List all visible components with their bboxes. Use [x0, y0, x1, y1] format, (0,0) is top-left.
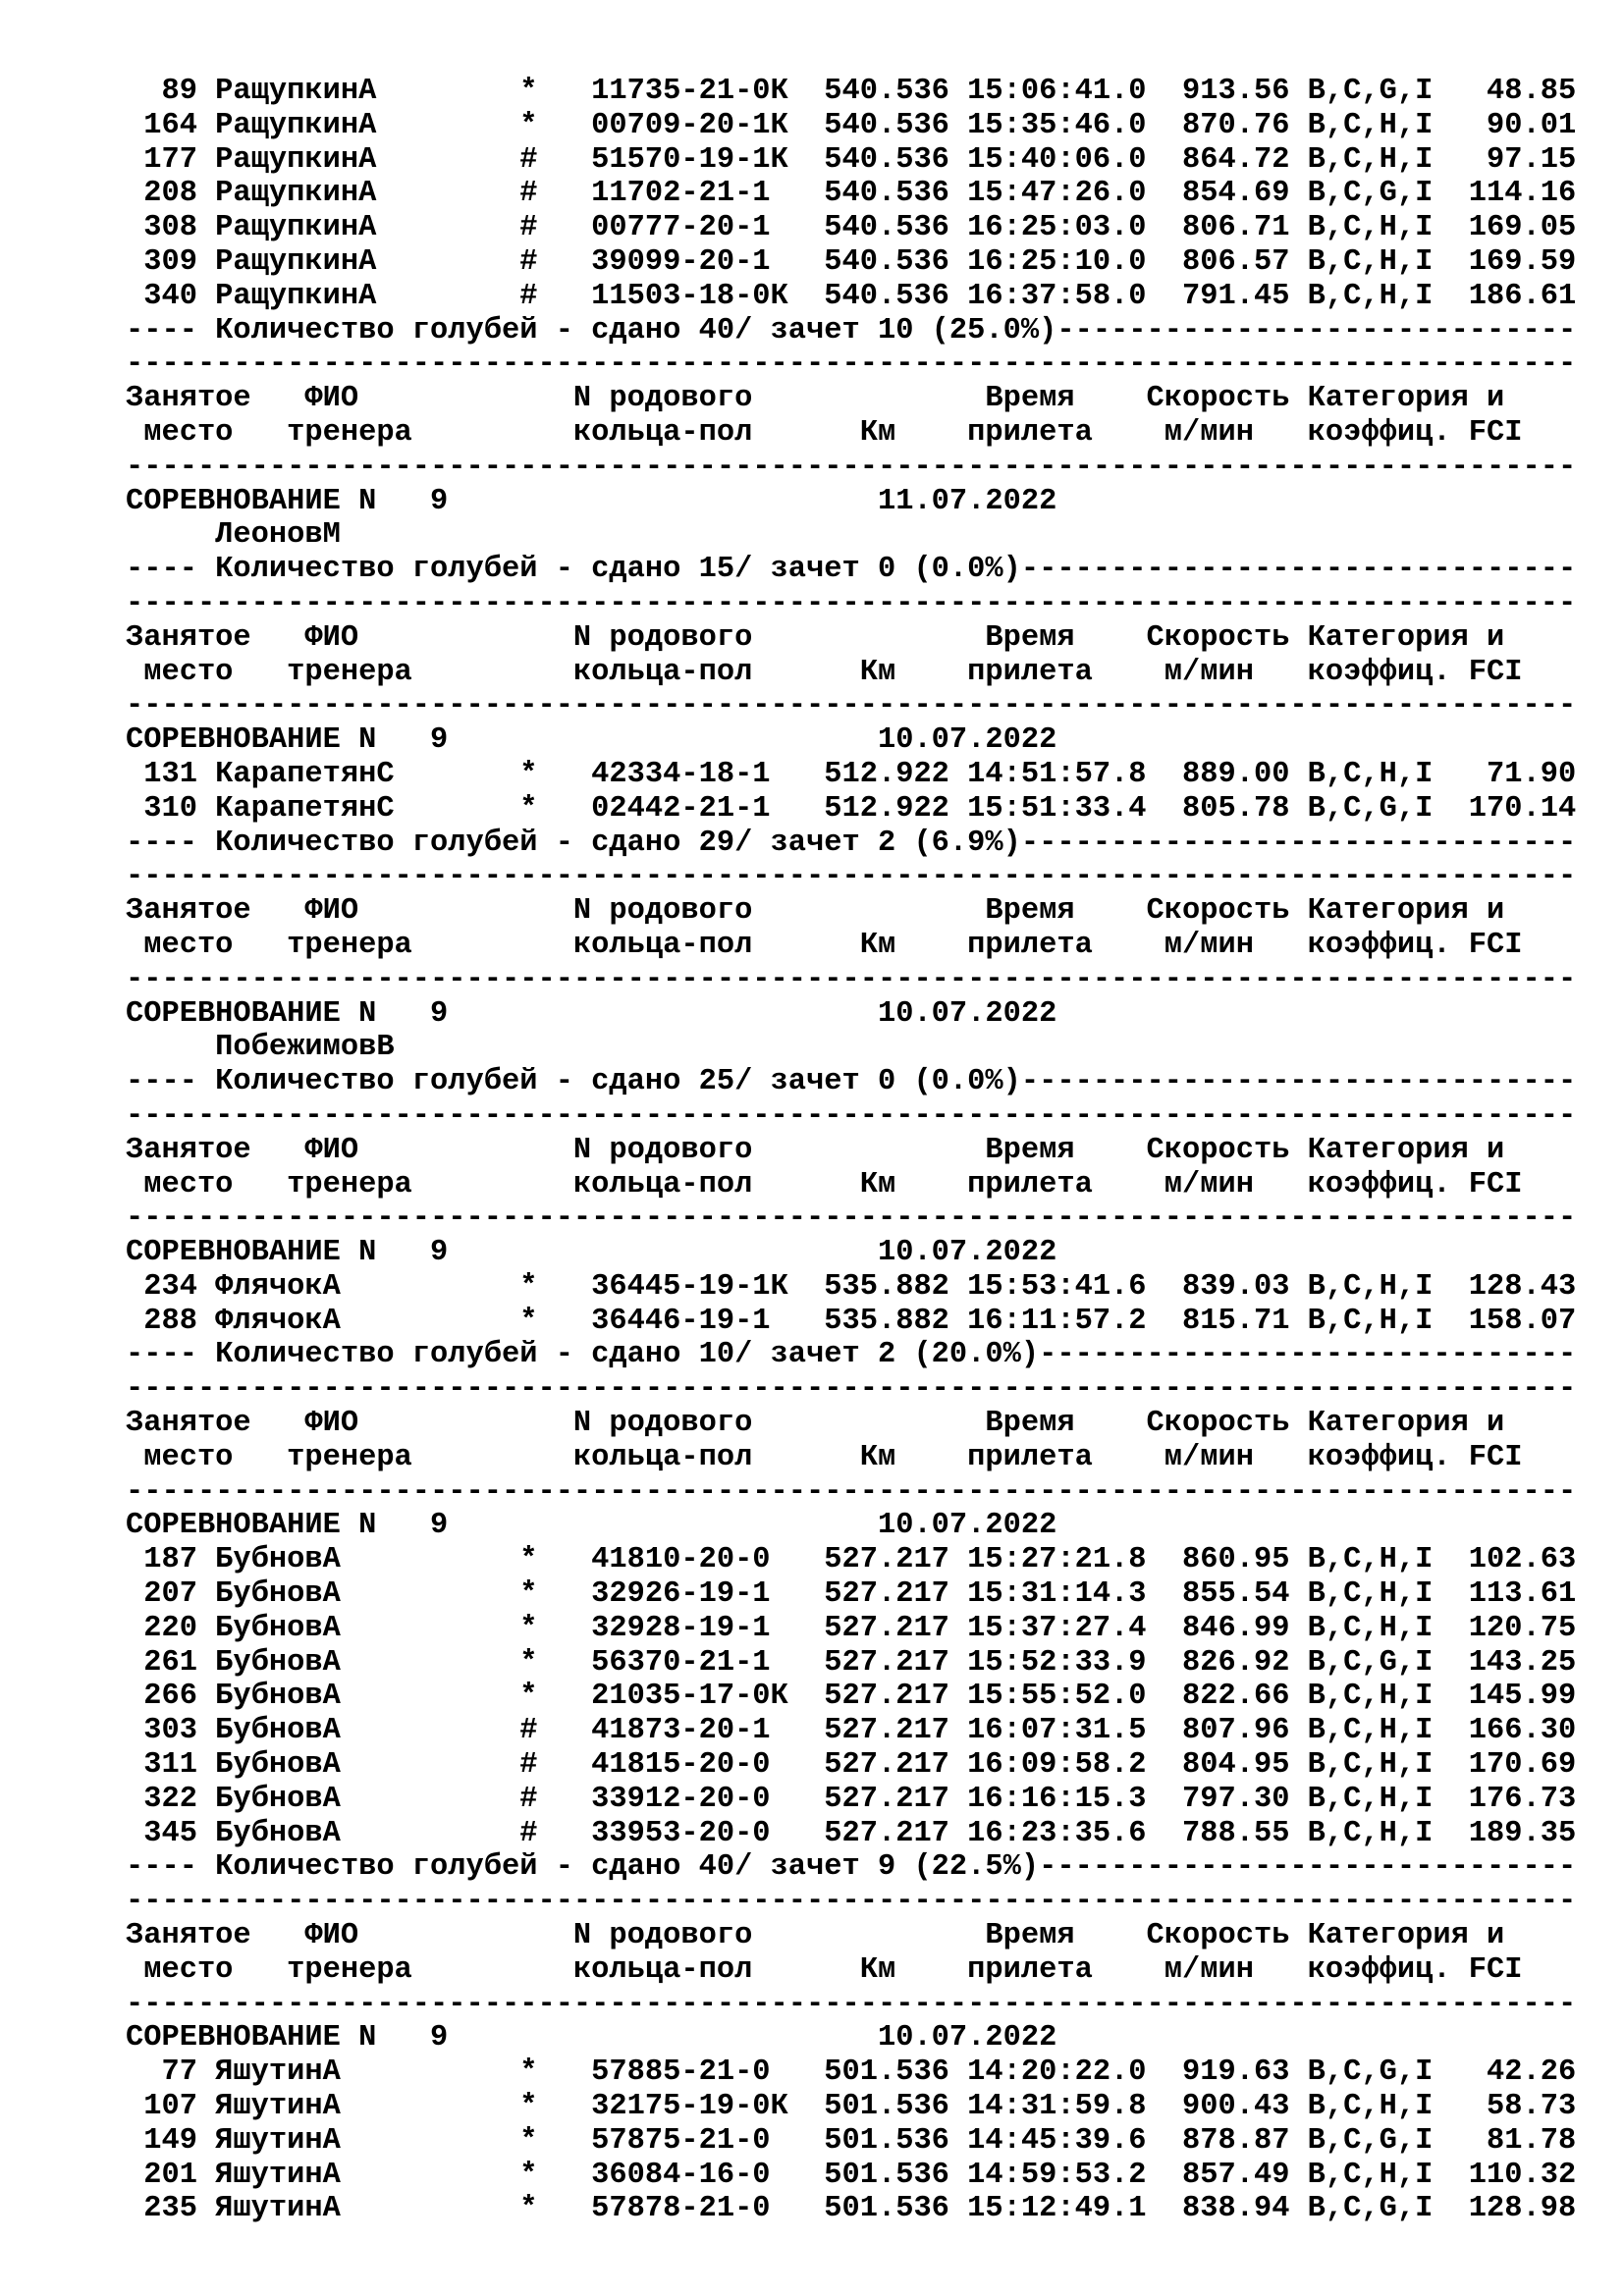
competition-heading: СОРЕВНОВАНИЕ N 9 10.07.2022	[126, 1236, 1057, 1270]
column-header-row-2: место тренера кольца-пол Км прилета м/мин коэффиц. FCI	[126, 1167, 1523, 1201]
trainer-name: ЛеоновМ	[126, 518, 341, 553]
result-row: 149 ЯшутинА * 57875-21-0 501.536 14:45:39.6 878.87 B,C,G,I 81.78	[126, 2123, 1577, 2158]
result-row: 187 БубновА * 41810-20-0 527.217 15:27:21.8 860.95 B,C,H,I 102.63	[126, 1543, 1577, 1577]
separator-line: ---------------------------------------------------------------------------------	[126, 586, 1577, 620]
pigeon-count-summary: ---- Количество голубей - сдано 15/ зачет 0 (0.0%)-------------------------------	[126, 553, 1577, 587]
separator-line: ---------------------------------------------------------------------------------	[126, 1474, 1577, 1509]
separator-line: ---------------------------------------------------------------------------------	[126, 1372, 1577, 1407]
separator-line: ---------------------------------------------------------------------------------	[126, 689, 1577, 723]
pigeon-count-summary: ---- Количество голубей - сдано 25/ зачет 0 (0.0%)-------------------------------	[126, 1065, 1577, 1099]
result-row: 164 РащупкинА * 00709-20-1К 540.536 15:35:46.0 870.76 B,C,H,I 90.01	[126, 108, 1577, 142]
result-row: 309 РащупкинА # 39099-20-1 540.536 16:25:10.0 806.57 B,C,H,I 169.59	[126, 244, 1577, 279]
column-header-row-2: место тренера кольца-пол Км прилета м/мин коэффиц. FCI	[126, 928, 1523, 962]
result-row: 177 РащупкинА # 51570-19-1К 540.536 15:40:06.0 864.72 B,C,H,I 97.15	[126, 142, 1577, 177]
pigeon-count-summary: ---- Количество голубей - сдано 40/ зачет 9 (22.5%)------------------------------	[126, 1850, 1577, 1885]
trainer-name: ПобежимовВ	[126, 1031, 395, 1065]
result-row: 288 ФлячокА * 36446-19-1 535.882 16:11:57.2 815.71 B,C,H,I 158.07	[126, 1304, 1577, 1338]
separator-line: ---------------------------------------------------------------------------------	[126, 347, 1577, 382]
competition-heading: СОРЕВНОВАНИЕ N 9 10.07.2022	[126, 996, 1057, 1031]
result-row: 220 БубновА * 32928-19-1 527.217 15:37:27.4 846.99 B,C,H,I 120.75	[126, 1611, 1577, 1645]
result-row: 308 РащупкинА # 00777-20-1 540.536 16:25:03.0 806.71 B,C,H,I 169.05	[126, 211, 1577, 245]
result-row: 322 БубновА # 33912-20-0 527.217 16:16:15.3 797.30 B,C,H,I 176.73	[126, 1782, 1577, 1816]
column-header-row-1: Занятое ФИО N родового Время Скорость Категория и	[126, 1133, 1505, 1167]
column-header-row-2: место тренера кольца-пол Км прилета м/мин коэффиц. FCI	[126, 655, 1523, 689]
competition-heading: СОРЕВНОВАНИЕ N 9 10.07.2022	[126, 2021, 1057, 2056]
result-row: 345 БубновА # 33953-20-0 527.217 16:23:35.6 788.55 B,C,H,I 189.35	[126, 1816, 1577, 1850]
separator-line: ---------------------------------------------------------------------------------	[126, 450, 1577, 484]
result-row: 77 ЯшутинА * 57885-21-0 501.536 14:20:22.0 919.63 B,C,G,I 42.26	[126, 2056, 1577, 2090]
separator-line: ---------------------------------------------------------------------------------	[126, 1987, 1577, 2021]
competition-heading: СОРЕВНОВАНИЕ N 9 10.07.2022	[126, 723, 1057, 758]
separator-line: ---------------------------------------------------------------------------------	[126, 1201, 1577, 1236]
result-row: 303 БубновА # 41873-20-1 527.217 16:07:31.5 807.96 B,C,H,I 166.30	[126, 1714, 1577, 1748]
result-row: 234 ФлячокА * 36445-19-1К 535.882 15:53:41.6 839.03 B,C,H,I 128.43	[126, 1269, 1577, 1304]
result-row: 311 БубновА # 41815-20-0 527.217 16:09:58.2 804.95 B,C,H,I 170.69	[126, 1748, 1577, 1783]
competition-heading: СОРЕВНОВАНИЕ N 9 11.07.2022	[126, 484, 1057, 518]
pigeon-count-summary: ---- Количество голубей - сдано 40/ зачет 10 (25.0%)-----------------------------	[126, 313, 1577, 347]
column-header-row-1: Занятое ФИО N родового Время Скорость Категория и	[126, 894, 1505, 929]
column-header-row-2: место тренера кольца-пол Км прилета м/мин коэффиц. FCI	[126, 1440, 1523, 1474]
pigeon-count-summary: ---- Количество голубей - сдано 10/ зачет 2 (20.0%)------------------------------	[126, 1338, 1577, 1372]
result-row: 207 БубновА * 32926-19-1 527.217 15:31:14.3 855.54 B,C,H,I 113.61	[126, 1577, 1577, 1612]
result-row: 201 ЯшутинА * 36084-16-0 501.536 14:59:53.2 857.49 B,C,H,I 110.32	[126, 2158, 1577, 2192]
separator-line: ---------------------------------------------------------------------------------	[126, 1098, 1577, 1133]
result-row: 89 РащупкинА * 11735-21-0К 540.536 15:06:41.0 913.56 B,C,G,I 48.85	[126, 75, 1577, 108]
result-row: 107 ЯшутинА * 32175-19-0К 501.536 14:31:59.8 900.43 B,C,H,I 58.73	[126, 2090, 1577, 2124]
result-row: 131 КарапетянС * 42334-18-1 512.922 14:51:57.8 889.00 B,C,H,I 71.90	[126, 757, 1577, 791]
result-row: 208 РащупкинА # 11702-21-1 540.536 15:47:26.0 854.69 B,C,G,I 114.16	[126, 177, 1577, 211]
column-header-row-2: место тренера кольца-пол Км прилета м/мин коэффиц. FCI	[126, 415, 1523, 450]
result-row: 235 ЯшутинА * 57878-21-0 501.536 15:12:49.1 838.94 B,C,G,I 128.98	[126, 2192, 1577, 2226]
column-header-row-1: Занятое ФИО N родового Время Скорость Категория и	[126, 620, 1505, 655]
result-row: 340 РащупкинА # 11503-18-0К 540.536 16:37:58.0 791.45 B,C,H,I 186.61	[126, 279, 1577, 313]
column-header-row-2: место тренера кольца-пол Км прилета м/мин коэффиц. FCI	[126, 1952, 1523, 1987]
column-header-row-1: Занятое ФИО N родового Время Скорость Категория и	[126, 1407, 1505, 1441]
pigeon-count-summary: ---- Количество голубей - сдано 29/ зачет 2 (6.9%)-------------------------------	[126, 826, 1577, 860]
separator-line: ---------------------------------------------------------------------------------	[126, 962, 1577, 996]
separator-line: ---------------------------------------------------------------------------------	[126, 1885, 1577, 1919]
result-row: 266 БубновА * 21035-17-0К 527.217 15:55:52.0 822.66 B,C,H,I 145.99	[126, 1680, 1577, 1714]
result-row: 310 КарапетянС * 02442-21-1 512.922 15:51:33.4 805.78 B,C,G,I 170.14	[126, 791, 1577, 826]
column-header-row-1: Занятое ФИО N родового Время Скорость Категория и	[126, 382, 1505, 416]
results-printout	[126, 75, 1598, 2226]
competition-heading: СОРЕВНОВАНИЕ N 9 10.07.2022	[126, 1509, 1057, 1543]
result-row: 261 БубновА * 56370-21-1 527.217 15:52:33.9 826.92 B,C,G,I 143.25	[126, 1645, 1577, 1680]
separator-line: ---------------------------------------------------------------------------------	[126, 860, 1577, 894]
column-header-row-1: Занятое ФИО N родового Время Скорость Категория и	[126, 1919, 1505, 1953]
